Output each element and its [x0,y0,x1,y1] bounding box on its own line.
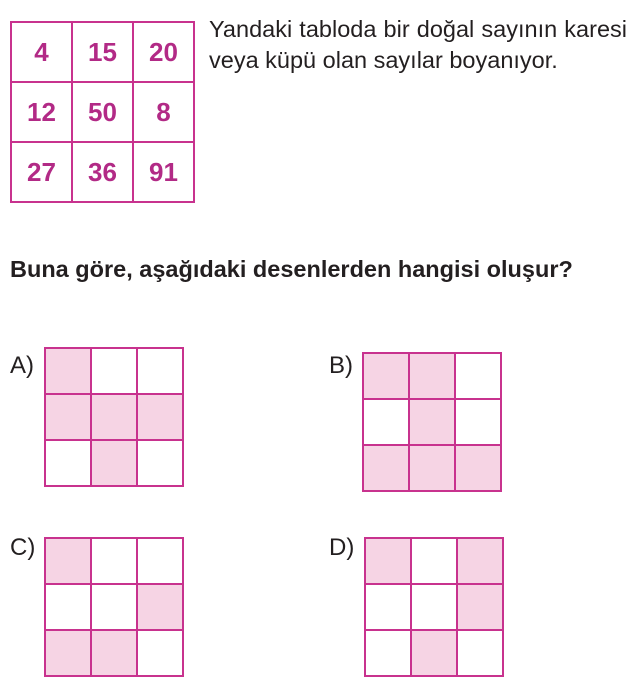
option-label-c: C) [10,534,36,561]
intro-text: Yandaki tabloda bir doğal sayının karesi veya küpü olan sayılar boyanıyor. [209,16,627,73]
shaded-cell [45,348,91,394]
table-cell: 20 [133,22,194,82]
option-grid-d[interactable] [364,537,504,677]
shaded-cell [45,630,91,676]
empty-cell [45,440,91,486]
empty-cell [411,584,457,630]
shaded-cell [365,538,411,584]
shaded-cell [457,538,503,584]
shaded-cell [409,399,455,445]
table-cell: 8 [133,82,194,142]
empty-cell [137,440,183,486]
option-label-a: A) [10,352,34,379]
shaded-cell [411,630,457,676]
empty-cell [457,630,503,676]
empty-cell [91,538,137,584]
empty-cell [45,584,91,630]
shaded-cell [91,630,137,676]
option-grid-b[interactable] [362,352,502,492]
table-cell: 15 [72,22,133,82]
empty-cell [137,538,183,584]
table-cell: 12 [11,82,72,142]
table-cell: 50 [72,82,133,142]
shaded-cell [409,445,455,491]
option-grid-c[interactable] [44,537,184,677]
table-cell: 91 [133,142,194,202]
empty-cell [455,353,501,399]
table-row [11,142,194,202]
shaded-cell [137,394,183,440]
option-label-b: B) [329,352,353,379]
option-grid-a[interactable] [44,347,184,487]
empty-cell [91,584,137,630]
table-cell: 27 [11,142,72,202]
shaded-cell [91,394,137,440]
shaded-cell [45,394,91,440]
shaded-cell [409,353,455,399]
table-row [11,22,194,82]
empty-cell [363,399,409,445]
shaded-cell [137,584,183,630]
shaded-cell [363,445,409,491]
table-cell: 4 [11,22,72,82]
empty-cell [455,399,501,445]
shaded-cell [363,353,409,399]
shaded-cell [91,440,137,486]
empty-cell [411,538,457,584]
empty-cell [137,348,183,394]
number-table [10,21,195,203]
table-cell: 36 [72,142,133,202]
empty-cell [137,630,183,676]
table-row [11,82,194,142]
empty-cell [91,348,137,394]
option-label-d: D) [329,534,355,561]
shaded-cell [455,445,501,491]
shaded-cell [45,538,91,584]
empty-cell [365,584,411,630]
empty-cell [365,630,411,676]
question-text: Buna göre, aşağıdaki desenlerden hangisi oluşur? [10,256,573,282]
shaded-cell [457,584,503,630]
